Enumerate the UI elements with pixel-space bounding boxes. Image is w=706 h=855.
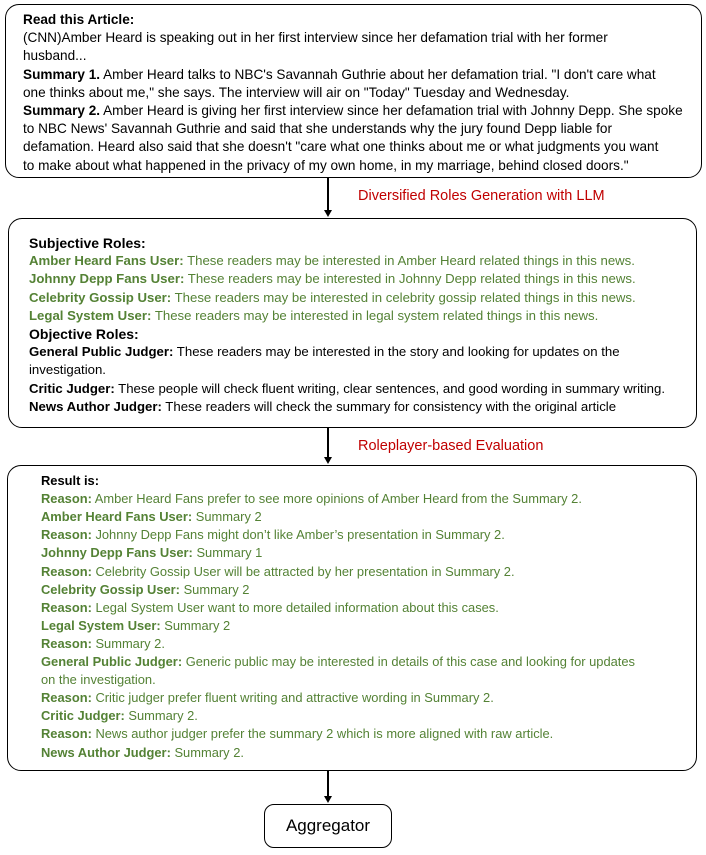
result-line xyxy=(41,707,198,725)
summary2-text: Amber Heard is giving her first interview since her defamation trial with Johnny Depp. She spoke xyxy=(100,103,683,118)
objective-role xyxy=(29,398,616,416)
result-line xyxy=(41,653,635,671)
result-key: Reason: xyxy=(41,563,92,579)
result-value: Summary 2. xyxy=(91,635,165,651)
summary2-text: to NBC News' Savannah Guthrie and said that she understands why the jury found Depp liable for xyxy=(23,121,612,137)
article-text-line: (CNN)Amber Heard is speaking out in her first interview since her defamation trial with her former xyxy=(23,30,608,46)
result-key: News Author Judger: xyxy=(41,744,171,760)
summary2-text: to make about what happened in the privacy of my own home, in my marriage, behind closed doors." xyxy=(23,157,629,173)
result-key: Amber Heard Fans User: xyxy=(41,509,193,525)
result-value: News author judger prefer the summary 2 which is more aligned with raw article. xyxy=(91,726,554,742)
role-desc: These readers may be interested in legal system related things in this news. xyxy=(151,307,599,323)
subjective-role xyxy=(29,289,636,307)
result-box xyxy=(7,465,697,771)
aggregator-box xyxy=(264,804,392,848)
result-line xyxy=(41,490,582,508)
role-desc: These readers may be interested in celebrity gossip related things in this news. xyxy=(171,289,636,305)
result-line xyxy=(41,526,505,544)
result-line xyxy=(41,689,494,707)
result-value: Celebrity Gossip User will be attracted by her presentation in Summary 2. xyxy=(91,563,515,579)
role-desc: These readers may be interested in the story and looking for updates on the xyxy=(173,344,620,360)
objective-roles-heading: Objective Roles: xyxy=(29,326,139,342)
result-line xyxy=(41,725,553,743)
subjective-role xyxy=(29,307,598,325)
role-desc: investigation. xyxy=(29,362,106,378)
objective-role xyxy=(29,380,665,398)
result-key: Reason: xyxy=(41,599,92,615)
connector-line xyxy=(327,771,329,797)
result-value: Summary 2 xyxy=(192,509,262,525)
arrow-head xyxy=(324,457,332,464)
result-line xyxy=(41,599,499,617)
result-line xyxy=(41,635,165,653)
result-value: on the investigation. xyxy=(41,672,156,688)
result-key: Reason: xyxy=(41,635,92,651)
result-key: Legal System User: xyxy=(41,617,161,633)
result-line xyxy=(41,744,244,762)
article-text-line: husband... xyxy=(23,48,87,64)
result-value: Johnny Depp Fans might don’t like Amber’s presentation in Summary 2. xyxy=(91,527,505,543)
result-key: Reason: xyxy=(41,726,92,742)
aggregator-label: Aggregator xyxy=(285,816,371,835)
summary2-label: Summary 2. xyxy=(23,103,101,118)
result-value: Summary 2 xyxy=(179,581,250,597)
result-key: Reason: xyxy=(41,527,92,543)
summary2-text: defamation. Heard also said that she doesn't "care what one thinks about me or what judgments you want xyxy=(23,139,659,155)
result-line xyxy=(41,563,515,581)
summary1-text: Amber Heard talks to NBC's Savannah Guthrie about her defamation trial. "I don't care what xyxy=(100,66,656,82)
result-line xyxy=(41,617,230,635)
result-line-continued xyxy=(41,671,156,689)
step-label-roles-generation: Diversified Roles Generation with LLM xyxy=(358,188,605,204)
connector-line xyxy=(327,428,329,458)
summary2-line xyxy=(23,102,683,120)
role-desc: These readers will check the summary for consistency with the original article xyxy=(161,398,617,414)
role-name: Legal System User: xyxy=(29,307,152,323)
role-name: Amber Heard Fans User: xyxy=(29,253,184,269)
article-box xyxy=(5,4,702,178)
result-value: Generic public may be interested in details of this case and looking for updates xyxy=(182,654,635,669)
article-heading: Read this Article: xyxy=(23,12,135,27)
summary1-text: one thinks about me," she says. The interview will air on "Today" Tuesday and Wednesday. xyxy=(23,84,570,100)
result-key: Critic Judger: xyxy=(41,708,125,724)
role-name: Celebrity Gossip User: xyxy=(29,289,172,305)
subjective-role xyxy=(29,270,636,288)
result-value: Summary 2 xyxy=(160,617,231,633)
role-name: General Public Judger: xyxy=(29,344,174,360)
summary1-label: Summary 1. xyxy=(23,66,101,82)
arrow-head xyxy=(324,796,332,803)
role-desc: These readers may be interested in Amber Heard related things in this news. xyxy=(183,253,635,269)
result-value: Summary 2. xyxy=(170,744,244,760)
step-label-roleplayer-evaluation: Roleplayer-based Evaluation xyxy=(358,438,544,454)
result-line xyxy=(41,544,262,562)
result-value: Summary 1 xyxy=(192,545,263,561)
objective-role-continued xyxy=(29,361,106,379)
subjective-roles-heading: Subjective Roles: xyxy=(29,235,146,251)
result-key: General Public Judger: xyxy=(41,654,183,669)
result-line xyxy=(41,508,262,526)
roles-box xyxy=(8,218,697,428)
result-key: Reason: xyxy=(41,491,92,507)
subjective-role xyxy=(29,252,635,270)
role-name: Johnny Depp Fans User: xyxy=(29,271,185,287)
role-name: News Author Judger: xyxy=(29,398,162,414)
result-value: Critic judger prefer fluent writing and attractive wording in Summary 2. xyxy=(91,690,494,706)
role-desc: These readers may be interested in Johnny Depp related things in this news. xyxy=(184,271,636,287)
result-value: Amber Heard Fans prefer to see more opinions of Amber Heard from the Summary 2. xyxy=(91,491,582,507)
result-key: Celebrity Gossip User: xyxy=(41,581,180,597)
result-key: Reason: xyxy=(41,690,92,706)
role-desc: These people will check fluent writing, clear sentences, and good wording in summary writing. xyxy=(114,380,665,396)
result-value: Legal System User want to more detailed information about this cases. xyxy=(91,599,499,615)
objective-role xyxy=(29,343,620,361)
summary1-line xyxy=(23,66,656,84)
arrow-head xyxy=(324,210,332,217)
connector-line xyxy=(327,178,329,211)
role-name: Critic Judger: xyxy=(29,380,115,396)
result-value: Summary 2. xyxy=(124,708,198,724)
result-line xyxy=(41,581,249,599)
result-heading: Result is: xyxy=(41,473,100,488)
result-key: Johnny Depp Fans User: xyxy=(41,545,193,561)
